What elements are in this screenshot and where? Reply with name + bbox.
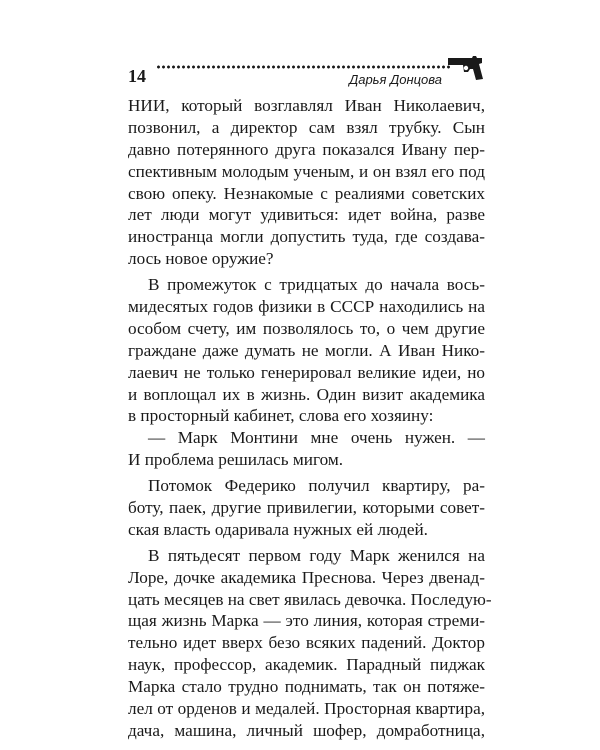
text-line: позвонил, а директор сам взял трубку. Сын bbox=[128, 117, 485, 137]
dotted-rule bbox=[156, 65, 452, 69]
paragraph bbox=[128, 427, 485, 471]
paragraph bbox=[128, 475, 485, 541]
text-line: особом счету, им позволялось то, о чем другие bbox=[128, 318, 485, 338]
text-line: лаевич не только генерировал великие идеи, но bbox=[128, 362, 485, 382]
revolver-icon bbox=[446, 52, 490, 82]
text-line: мидесятых годов физики в СССР находились на bbox=[128, 297, 485, 317]
paragraph bbox=[128, 545, 492, 742]
body-text bbox=[128, 95, 492, 742]
text-line: боту, паек, другие привилегии, которыми совет- bbox=[128, 498, 485, 518]
text-line: иностранца могли допустить туда, где создава- bbox=[128, 227, 485, 247]
text-line: в просторный кабинет, слова его хозяину: bbox=[128, 406, 434, 426]
text-line: давно потерянного друга показался Ивану пер- bbox=[128, 139, 485, 159]
text-line: цать месяцев на свет явилась девочка. Последую- bbox=[128, 589, 492, 609]
text-line: лось новое оружие? bbox=[128, 249, 274, 269]
page-number: 14 bbox=[128, 66, 146, 86]
text-line: ская власть одаривала нужных ей людей. bbox=[128, 519, 428, 539]
text-line: В промежуток с тридцатых до начала вось- bbox=[148, 275, 485, 295]
text-line: И проблема решилась мигом. bbox=[128, 450, 344, 470]
text-line: граждане даже думать не могли. А Иван Нико- bbox=[128, 340, 485, 360]
text-line: Потомок Федерико получил квартиру, ра- bbox=[148, 476, 485, 496]
text-line: щая жизнь Марка — это линия, которая стреми- bbox=[128, 611, 485, 631]
author-name: Дарья Донцова bbox=[349, 72, 442, 87]
text-line: — Марк Монтини мне очень нужен. — bbox=[148, 428, 485, 448]
paragraph bbox=[128, 274, 485, 427]
text-line: Марка стало трудно поднимать, так он потяже- bbox=[128, 677, 485, 697]
text-line: В пятьдесят первом году Марк женился на bbox=[148, 545, 485, 565]
text-line: наук, профессор, академик. Парадный пиджак bbox=[128, 655, 485, 675]
text-line: и воплощал их в жизнь. Один визит академика bbox=[128, 384, 485, 404]
text-line: лет люди могут удивиться: идет война, разве bbox=[128, 205, 485, 225]
text-line: НИИ, который возглавлял Иван Николаевич, bbox=[128, 96, 485, 115]
text-line: дача, машина, личный шофер, домработница, bbox=[128, 720, 485, 740]
text-line: свою опеку. Незнакомые с реалиями советских bbox=[128, 183, 485, 203]
text-line: Лоре, дочке академика Преснова. Через двенад- bbox=[128, 567, 485, 587]
paragraph bbox=[128, 95, 485, 270]
text-line: спективным молодым ученым, и он взял его под bbox=[128, 161, 485, 181]
running-header bbox=[128, 52, 488, 92]
text-line: лел от орденов и медалей. Просторная квартира, bbox=[128, 699, 485, 719]
text-line: тельно идет вверх безо всяких падений. Доктор bbox=[128, 633, 485, 653]
